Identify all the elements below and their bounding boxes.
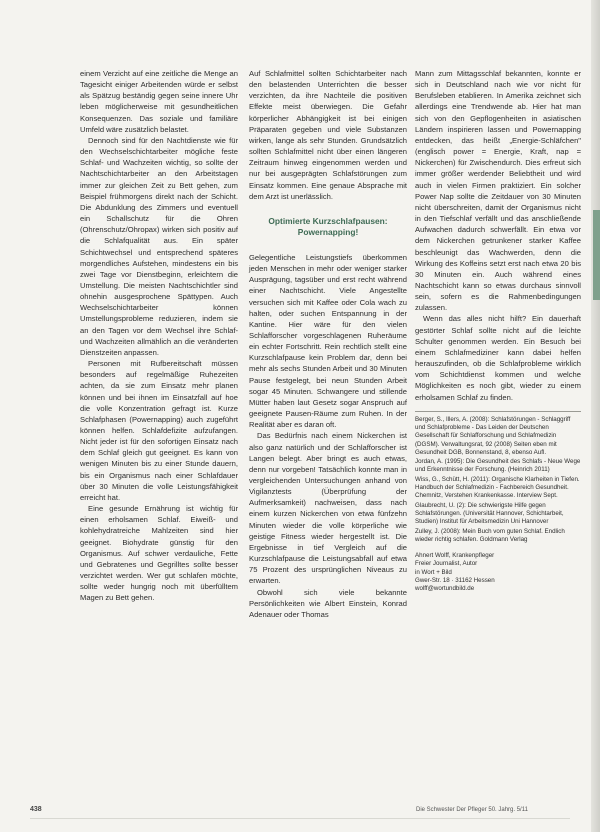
author-email: wolff@wortundbild.de [415, 585, 475, 593]
section-tab [593, 210, 600, 300]
paragraph: einem Verzicht auf eine zeitliche die Menge an Tagesicht einiger Arbeitenden würde er selbst als Spätzug beständig gegen seine innere Uhr leben möglicherweise mit gesundheitlichen Konsequenzen. Das soziale und familiäre Umfeld wäre zusätzlich belastet. [80, 69, 238, 134]
page-number: 438 [30, 806, 42, 813]
journal-reference: Die Schwester Der Pfleger 50. Jahrg. 5/11 [416, 807, 528, 813]
paragraph: Gelegentliche Leistungstiefs überkommen jeden Menschen in mehr oder weniger starker Ausprägung, tagsüber und erst recht während einer Nachtschicht. Viele Angestellte versuchen sich mit Kaffee oder Cola wach zu halten, oder suchen Entspannung in der Kantine. Hier wäre für den vielen Schlafforscher vorgeschlagenen Ruheräume ein echter Fortschritt. Rein rechtlich stellt eine Kurzschlafpause kein Problem dar, denn bei mehr als sechs Stunden Arbeit und 30 Minuten Pause festgelegt, bei neun Stunden Arbeit sogar 45 Minuten. Schwangere und stillende Mütter haben laut Gesetz sogar Anspruch auf geeignete Pausen-Räume zum Ruhen. In der Realität aber es daran oft. [249, 252, 407, 430]
author-line: in Wort + Bild [415, 568, 452, 576]
column-right [415, 68, 581, 594]
page-edge-shadow [591, 0, 600, 832]
author-line: Gwer-Str. 18 · 31162 Hessen [415, 577, 495, 585]
paragraph: Obwohl sich viele bekannte Persönlichkeiten wie Albert Einstein, Konrad Adenauer oder Thomas [249, 587, 407, 619]
paragraph: Dennoch sind für den Nachtdienste wie für den Wechselschichtarbeiter mögliche feste Schlaf- und Wachzeiten wichtig, so sollte der Nachtschichtarbeiter an den Arbeitstagen immer zur gleichen Zeit zu Bett gehen, zum Beispiel frühmorgens direkt nach der Schicht. Die Abdunklung des Zimmers und eventuell ein Schallschutz für die Ohren (Ohrenschutz/Ohropax) wirken sich positiv auf die Schlafqualität aus. Ein später Schichtwechsel und entsprechend späteres morgendliches Aufstehen, mindestens ein bis zwei Tage vor Dienstbeginn, erleichtern die Umstellung. Die meisten Nachtschichtler sind ohnehin ausgesprochene Spättypen. Auch Wechselschichtarbeiter können Umstellungsprobleme reduzieren, indem sie an den Tagen vor dem Wechsel ihre Schlaf- und Wachzeiten allmählich an die veränderten Dienstzeiten anpassen. [80, 135, 238, 357]
references-list [415, 411, 581, 544]
paragraph: Das Bedürfnis nach einem Nickerchen ist also ganz natürlich und der Schlafforscher ist Langen belegt. Aber bringt es auch etwas, denn nur vorgeben! Tatsächlich konnte man in vergleichenden Untersuchungen anhand von Vigilanztests (Überprüfung der Aufmerksamkeit) nachweisen, dass nach einem kurzen Nickerchen von etwa fünfzehn Minuten wieder die volle körperliche wie geistige Fitness wieder hergestellt ist. Die Ergebnisse in tief Vergleich auf die Kurzschlafpause die Leistungsabfall auf etwa 75 Prozent des ursprünglichen Niveaus zu erwarten. [249, 431, 407, 586]
reference-item: Zulley, J. (2008): Mein Buch vom guten Schlaf. Endlich wieder richtig schlafen. Goldmann Verlag [415, 527, 565, 543]
reference-item: Glaubrecht, U. (2): Die schwierigste Hilfe gegen Schlafstörungen. (Universität Hannover, Schichtarbeit, Studien) Institut für Arbeitsmedizin Uni Hannover [415, 501, 564, 526]
author-line: Ahnert Wolff, Krankenpfleger [415, 552, 495, 560]
reference-item: Jordan, A. (1995): Die Gesundheit des Schlafs - Neue Wege und Erkenntnisse der Forschung. (Heinrich 2011) [415, 458, 581, 474]
page-footer [0, 806, 600, 820]
paragraph: Eine gesunde Ernährung ist wichtig für einen erholsamen Schlaf. Eiweiß- und kohlehydratreiche Mahlzeiten sind hier geeignet. Biohydrate günstig für den Organismus. Auf schwer verdauliche, Fette und Gebratenes und Gegrilltes sollte besser verzichtet werden. Wer gut schlafen möchte, sollte weder hungrig noch mit überfülltem Magen zu Bett gehen. [80, 504, 238, 603]
author-line: Freier Journalist, Autor [415, 560, 478, 568]
column-middle [249, 68, 407, 620]
paragraph: Mann zum Mittagsschlaf bekannten, konnte er sich in Deutschland nach wie vor nicht für Berufsleben etablieren. In Amerika zeichnet sich allerdings eine Trendwende ab. Hier hat man sich von den Gepflogenheiten in asiatischen Ländern inspirieren lassen und Powernapping entdecken, das heißt „Energie-Schläfchen" (englisch power = Energie, Kraft, nap = Nickerchen) für Zwischendurch. Dies erfreut sich immer größer werdender Beliebtheit und wird auch in vielen Firmen praktiziert. Ein solcher Power Nap sollte die Zeitdauer von 30 Minuten nicht überschreiten, damit der Organismus nicht in den Tiefschlaf verfällt und das anschließende Aufwachen dadurch schwerfällt. Ein etwa vor dem Nickerchen getrunkener starker Kaffee beschleunigt das Wachwerden, denn die Wirkung des Koffeins setzt erst nach etwa 20 bis 30 Minuten ein. Auch während eines Nachtschicht kann so etwas durchaus sinnvoll sein, sofern es die Rahmenbedingungen zulassen. [415, 69, 581, 313]
reference-item: Wiss, G., Schütt, H. (2011): Organische Klarheiten in Tiefen. Handbuch der Schlafmedizin - Fachbereich Gesundheit. Chemnitz, Verstehen Krankenkasse. Interview Sept. [415, 475, 580, 500]
section-heading: Optimierte Kurzschlafpausen: Powernapping! [268, 215, 388, 237]
paragraph: Auf Schlafmittel sollten Schichtarbeiter nach den belastenden Unterrichten die besser verzichten, da ihre Nachteile die positiven Effekte meist überwiegen. Die Gefahr körperlicher Abhängigkeit ist bei einigen Präparaten gegeben und viele Substanzen wirken, lange als sehr Stunden. Grundsätzlich sollten Schlafmittel nicht über einen längeren Zeitraum hinweg eingenommen werden und nur bei ausgeprägten Schlafstörungen zum Einsatz kommen. Eine genaue Absprache mit dem Arzt ist unerlässlich. [249, 69, 407, 201]
column-left [80, 68, 238, 604]
paragraph: Wenn das alles nicht hilft? Ein dauerhaft gestörter Schlaf sollte nicht auf die leichte Schulter genommen werden. Ein Besuch bei einem Schlafmediziner kann dabei helfen herauszufinden, ob die Schlafprobleme wirklich vom Schichtdienst kommen und welche Möglichkeiten es noch gibt, wieder zu einem erholsamen Schlaf zu finden. [415, 314, 581, 402]
paragraph: Personen mit Rufbereitschaft müssen besonders auf regelmäßige Ruhezeiten achten, da sie zum Einsatz mehr planen können und bei ihnen im Einsatzfall auf hoe die volle Konzentration gefragt ist. Kurze Schlafphasen (Powernapping) auch zugeführt können helfen. Schlafdefizite aufzufangen. Nicht jeder ist für den sofortigen Einsatz nach dem Schlaf gleich gut geeignet. Es kann von wenigen Minuten bis zu einer Stunde dauern, bis ein Organismus nach einer Schlafdauer über 30 Minuten die volle Leistungsfähigkeit erreicht hat. [80, 359, 238, 502]
author-info [415, 552, 581, 593]
reference-item: Berger, S., Illers, A. (2008): Schlafstörungen - Schlaggriff und Schlafprobleme - Das Leiden der Deutschen Gesellschaft für Schlafforschung und Schlafmedizin (DGSM). Verwaltungsrat, 92 (2008) Seiten eben mit Gesundheit DGB, Bonnenstand, 8, ebenso Aufl. [415, 415, 571, 456]
